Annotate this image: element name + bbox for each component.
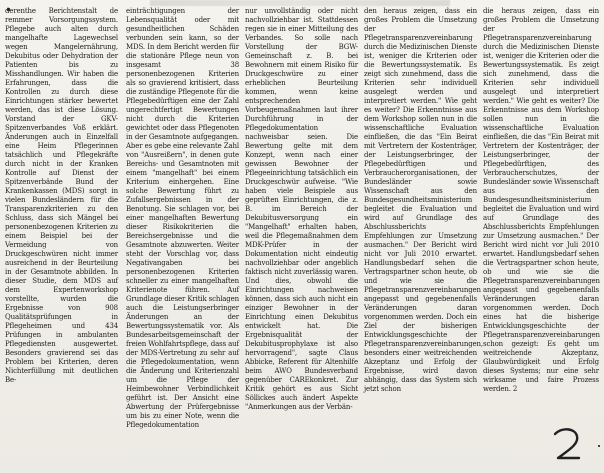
handwritten-page-mark bbox=[548, 424, 588, 464]
article-column-3-text: nur unvollständig oder nicht nachvollziehbar ist. Stattdessen regen sie in einer Mitteilung des Verbandes. So solle nach Vorstellung der BGW-Gemeinschaft z. B. bei Bewohnern mit einem Risiko für Druckgeschwüre zu einer erheblichen Beurteilung kommen, wenn keine entsprechenden Vorbeugemaßnahmen laut ihrer Durchführung in der Pflegedokumentation nachweisbar seien. Die Bewertung gelte mit dem Konzept, wenn nach einer gewissen Bewohner der Pflegeeinrichtung tatsächlich ein Druckgeschwür aufweise. "Wie haben viele Beispiele aus geprüften Einrichtungen, die z. B. im Bereich der Dekubitusversorgung ein "Mangelhaft" erhalten haben, weil die Pflegemaßnahmen dem MDK-Prüfer in der Dokumentation nicht eindeutig nachvollziehbar oder angeblich faktisch nicht zuverlässig waren. Und dies, obwohl die Einrichtungen nachweisen können, dass sich auch nicht ein einziger Bewohner in der Einrichtung einen Dekubitus entwickelt hat. Die Ergebnisqualität der Dekubitusprophylaxe ist also hervorragend", sagte Claus Abbicke, Referent für Altenhilfe beim AWO Bundesverband gegenüber CAREkonkret. Zur Kritik gehört es aus Sicht Söllickes auch ändert Aspekte "Anmerkungen aus der Verbän- bbox=[245, 7, 358, 411]
article-column-5 bbox=[483, 7, 599, 394]
article-column-3 bbox=[245, 7, 358, 412]
article-column-5-text: die heraus zeigen, dass ein großes Problem die Umsetzung der Pflegetransparenzvereinbarung durch die Medizinischen Dienste ist, weniger die Kriterien oder die Bewertungssystematik. Es zeigt sich zunehmend, dass die Kriterien sehr individuell ausgelegt und interpretiert werden." Wie geht es weiter? Die Erkenntnisse aus dem Workshop sollen nun in die wissenschaftliche Evaluation einfließen, die das "Ein Beirat mit Vertretern der Kostenträger, der Leistungserbringer, der Pflegebedürftigen, des Verbraucherschutzes, der Bundesländer sowie Wissenschaft aus den Bundesgesundheitsministerium begleitet die Evaluation und wird auf Grundlage des Abschlussberichts Empfehlungen zur Umsetzung ausmachen." Der Bericht wird nicht vor Juli 2010 erwartet. Handlungsbedarf sehen die Vertragspartner schon heute, ob und wie sie die Pflegetransparenzvereinbarungen angepasst und gegebenenfalls Veränderungen daran vorgenommen werden. Doch eines hat die bisherige Entwicklungsgeschichte der Pflegetransparenzvereinbarungen schon gezeigt: Es geht um weitreichende Akzeptanz, Glaubwürdigkeit und Erfolg dieses Systems; nur eine sehr wirksame und faire Prozess werden. 2 bbox=[483, 7, 600, 393]
article-column-1 bbox=[5, 7, 118, 385]
print-speck bbox=[598, 445, 600, 447]
article-column-2 bbox=[126, 7, 239, 430]
article-column-4-text: den heraus zeigen, dass ein großes Problem die Umsetzung der Pflegetransparenzvereinbarung durch die Medizinischen Dienste ist, weniger die Kriterien oder die Bewertungssystematik. Es zeigt sich zunehmend, dass die Kriterien sehr individuell ausgelegt werden und interpretiert werden." Wie geht es weiter? Die Erkenntnisse aus dem Workshop sollen nun in die wissenschaftliche Evaluation einfließen, die das "Ein Beirat mit Vertretern der Kostenträger, der Leistungserbringer, der Pflegebedürftigen und Verbraucherorganisationen, der Bundesländer sowie Wissenschaft aus den Bundesgesundheitsministerium begleitet die Evaluation und wird auf Grundlage des Abschlussberichts Empfehlungen zur Umsetzung ausmachen." Der Bericht wird nicht vor Juli 2010 erwartet. Handlungsbedarf sehen die Vertragspartner schon heute, ob und wie sie die Pflegetransparenzvereinbarungen angepasst und gegebenenfalls Veränderungen daran vorgenommen werden. Doch ein Ziel der bisherigen Entwicklungsgeschichte der Pflegetransparenzvereinbarungen, besonders einer weitreichenden Akzeptanz und Erfolg der Ergebnisse, wird davon abhängig, dass das System sich jetzt schon bbox=[364, 7, 483, 393]
article-column-1-text: derenthe Berichtenstalt de remmer Vorsorgungssystem. Pflegebe auch alten durch mangelhafte Lagewechsel wegen Mangelernährung, Dekubitus oder Dehydration der Patienten bis zu Misshandlungen. Wir haben die Erfahrungen, dass die Kontrollen zu durch diese Einrichtungen stärker bewertet werden, das ist diese Lösung. Vorstand der GKV-Spitzenverbandes Voß erklärt. Änderungen auch in Einzelfall eine Heim Pflegerinnen tatsächlich und Pflegekräfte durch nicht in der Kranken Kontrolle auf Dienst der Spitzenverbände Bund der Krankenkassen (MDS) sorgt in vielen Bundesländern für die Transparenzkriterien zu den Schluss, dass sich Mängel bei personenbezogenen Kriterien zu einem Beispiel bei der Vermeidung von Druckgeschwüren nicht immer ausreichend in der Beurteilung in der Gesamtnote abbilden. In dieser Studie, dem MDS auf dem Expertenworkshop vorstellte, wurden die Ergebnisse von 908 Qualitätsprüfungen in Pflegeheimen und 434 Prüfungen in ambulanten Pflegediensten ausgewertet. Besonders gravierend sei das Problem bei Kriterien, deren Nichterfüllung mit deutlichen Be- bbox=[5, 7, 118, 384]
article-column-2-text: einträchtigungen der Lebensqualität oder mit gesundheitlichen Schäden verbunden sein kann, so der MDS. In dem Bericht werden für die stationäre Pflege neun von insgesamt 38 personenbezogenen Kriterien als so gravierend kritisiert, dass die zuständige Pflegenote für die Pflegebedürftigen eine der Zahl ungerechtfertigt Bewertungen nicht durch die Kriterien gewichtet oder dass Pflegenoten in der Gesamtnote aufgegangen. Aber es gebe eine relevante Zahl von "Ausreißern", in denen gute Bereichs- und Gesamtnoten mit einem "mangelhaft" bei einem Kriterium einhergehen. Eine solche Bewertung führt zu Zufallsergebnissen in der Benotung. Sie schlagen vor, bei einer mangelhaften Bewertung dieser Risikokriterien die Bereichsergebnisse und die Gesamtnote abzuwerten. Weiter steht der Vorschlag vor, dass Negativangaben bei personenbezogenen Kriterien schneller zu einer mangelhaften Kriterienote führen. Auf Grundlage dieser Kritik schlagen auch die Leistungserbringer Änderungen an der Bewertungssystematik vor. Als Bundesarbeitsgemeinschaft der freien Wohlfahrtspflege, dass auf der MDS-Vertretung zu sehr auf die Pflegedokumentation, wenn die Änderung und Kriterienzahl um die Pflege der Heimbewohner Verbindlichkeit geführt ist. Der Ansicht eine Abwertung der Prüfergebnisse um bis zu einer Note, wenn die Pflegedokumentation bbox=[126, 7, 239, 429]
headline-bleed-through bbox=[150, 0, 450, 6]
article-column-4 bbox=[364, 7, 483, 394]
